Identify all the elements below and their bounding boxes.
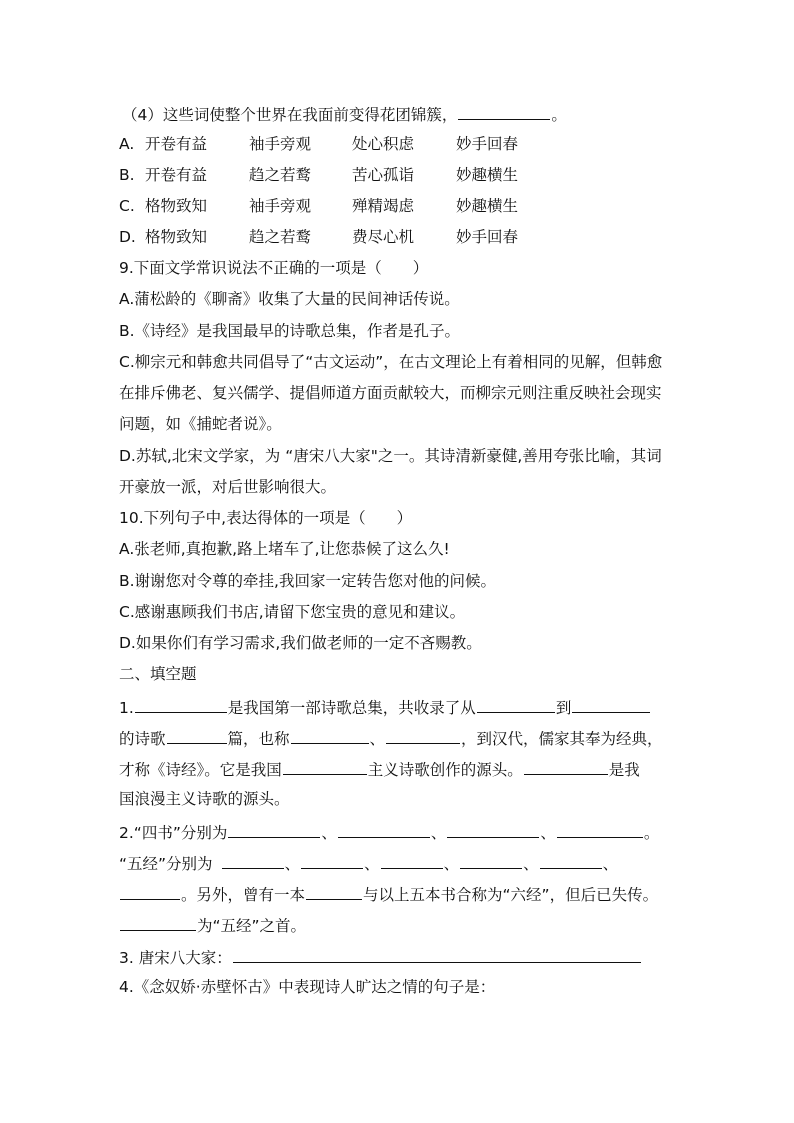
fill2-blank[interactable] xyxy=(222,852,284,869)
option-word: 开卷有益 xyxy=(145,166,208,184)
fill1-text: ，到汉代，儒家其奉为经典， xyxy=(461,730,663,748)
option-word: 袖手旁观 xyxy=(249,197,312,215)
fill1-blank-3[interactable] xyxy=(572,696,650,713)
fill2-blank[interactable] xyxy=(120,914,196,931)
q10-option-d[interactable]: D.如果你们有学习需求,我们做老师的一定不吝赐教。 xyxy=(119,634,482,652)
q9-option-c-line2: 在排斥佛老、复兴儒学、提倡师道方面贡献较大，而柳宗元则注重反映社会现实 xyxy=(119,384,662,402)
fill1-number: 1. xyxy=(119,699,134,717)
fill2-sep: 、 xyxy=(321,824,337,842)
fill2-sep: 、 xyxy=(443,855,460,873)
fill1-blank-7[interactable] xyxy=(283,758,367,775)
option-word: 处心积虑 xyxy=(352,135,415,153)
q8-4-blank[interactable] xyxy=(458,103,550,120)
q10-option-a[interactable]: A.张老师,真抱歉,路上堵车了,让您恭候了这么久! xyxy=(119,540,450,558)
fill2-line1 xyxy=(119,821,659,843)
q8-4-stem-line xyxy=(122,103,567,125)
fill2-sep: 、 xyxy=(364,855,380,873)
fill2-line2 xyxy=(119,852,618,874)
fill2-sep: 、 xyxy=(602,855,619,873)
q10-option-c[interactable]: C.感谢惠顾我们书店,请留下您宝贵的意见和建议。 xyxy=(119,603,466,621)
fill1-blank-1[interactable] xyxy=(135,696,227,713)
fill3-line xyxy=(119,946,642,968)
fill1-line1 xyxy=(119,696,651,718)
fill2-line3 xyxy=(119,883,658,905)
option-word: 妙趣横生 xyxy=(456,197,519,215)
fill1-text: 是我 xyxy=(608,761,640,779)
q9-option-c-line3: 问题，如《捕蛇者说》。 xyxy=(119,415,282,433)
fill1-blank-2[interactable] xyxy=(477,696,555,713)
option-word: 妙手回春 xyxy=(456,228,519,246)
q8-4-stem: （4）这些词使整个世界在我面前变得花团锦簇， xyxy=(122,106,458,124)
fill2-blank[interactable] xyxy=(120,883,180,900)
option-word: 妙趣横生 xyxy=(456,166,519,184)
option-word: 妙手回春 xyxy=(456,135,519,153)
fill2-blank[interactable] xyxy=(381,852,443,869)
fill3-text: 3. 唐宋八大家： xyxy=(119,949,232,967)
fill1-blank-5[interactable] xyxy=(291,727,369,744)
fill4-line: 4.《念奴娇·赤壁怀古》中表现诗人旷达之情的句子是： xyxy=(119,978,496,996)
fill2-text: “五经”分别为 xyxy=(119,855,213,873)
section-title: 二、填空题 xyxy=(119,665,197,683)
fill1-text: 才称《诗经》。它是我国 xyxy=(119,761,282,779)
option-word: 趋之若鹜 xyxy=(249,228,312,246)
option-word: 苦心孤诣 xyxy=(352,166,415,184)
option-word: 格物致知 xyxy=(145,197,208,215)
option-letter: B. xyxy=(119,166,135,184)
option-word: 费尽心机 xyxy=(352,228,415,246)
option-word: 袖手旁观 xyxy=(249,135,312,153)
fill2-text: 2.“四书”分别为 xyxy=(119,824,228,842)
fill1-text: 篇，也称 xyxy=(227,730,290,748)
fill1-line2 xyxy=(119,727,663,749)
option-word: 趋之若鹜 xyxy=(249,166,312,184)
fill1-blank-6[interactable] xyxy=(386,727,460,744)
q9-option-b[interactable]: B.《诗经》是我国最早的诗歌总集，作者是孔子。 xyxy=(119,322,461,340)
option-letter: D. xyxy=(119,228,136,246)
q9-option-d-line1[interactable]: D.苏轼,北宋文学家，为 “唐宋八大家"之一。其诗清新豪健,善用夸张比喻，其词 xyxy=(119,447,662,465)
option-letter: A. xyxy=(119,135,135,153)
fill2-blank[interactable] xyxy=(228,821,320,838)
q9-stem: 9.下面文学常识说法不正确的一项是（ ） xyxy=(119,259,429,277)
fill2-line4 xyxy=(119,914,306,936)
fill1-blank-8[interactable] xyxy=(524,758,608,775)
option-word: 开卷有益 xyxy=(145,135,208,153)
option-word: 格物致知 xyxy=(145,228,208,246)
fill1-line4: 国浪漫主义诗歌的源头。 xyxy=(119,790,290,808)
q9-option-a[interactable]: A.蒲松龄的《聊斋》收集了大量的民间神话传说。 xyxy=(119,290,460,308)
fill2-sep: 、 xyxy=(284,855,301,873)
q8-4-stem-end: 。 xyxy=(551,106,567,124)
fill2-end: 。 xyxy=(643,824,660,842)
fill2-blank[interactable] xyxy=(460,852,522,869)
q10-option-b[interactable]: B.谢谢您对令尊的牵挂,我回家一定转告您对他的问候。 xyxy=(119,572,496,590)
q10-stem: 10.下列句子中,表达得体的一项是（ ） xyxy=(119,509,413,527)
fill2-sep: 、 xyxy=(523,855,539,873)
fill2-sep: 、 xyxy=(540,824,556,842)
fill1-text: 主义诗歌创作的源头。 xyxy=(367,761,523,779)
option-word: 殚精竭虑 xyxy=(352,197,415,215)
fill1-line3 xyxy=(119,758,640,780)
fill2-text: 。另外，曾有一本 xyxy=(181,886,306,904)
fill1-text: 的诗歌 xyxy=(119,730,166,748)
fill2-text: 为“五经”之首。 xyxy=(197,917,307,935)
fill2-blank[interactable] xyxy=(557,821,643,838)
fill1-text: 、 xyxy=(369,730,386,748)
option-letter: C. xyxy=(119,197,135,215)
fill1-text: 是我国第一部诗歌总集，共收录了从 xyxy=(227,699,476,717)
q9-option-c-line1[interactable]: C.柳宗元和韩愈共同倡导了“古文运动”，在古文理论上有着相同的见解，但韩愈 xyxy=(119,353,663,371)
q9-option-d-line2: 开豪放一派，对后世影响很大。 xyxy=(119,478,337,496)
fill2-blank[interactable] xyxy=(306,883,362,900)
fill2-blank[interactable] xyxy=(447,821,539,838)
fill2-sep: 、 xyxy=(430,824,447,842)
fill2-blank[interactable] xyxy=(301,852,363,869)
fill3-blank[interactable] xyxy=(233,946,641,963)
fill1-text: 到 xyxy=(555,699,572,717)
fill2-text: 与以上五本书合称为“六经”，但后已失传。 xyxy=(363,886,659,904)
fill2-blank[interactable] xyxy=(540,852,602,869)
fill1-blank-4[interactable] xyxy=(167,727,227,744)
fill2-blank[interactable] xyxy=(338,821,430,838)
